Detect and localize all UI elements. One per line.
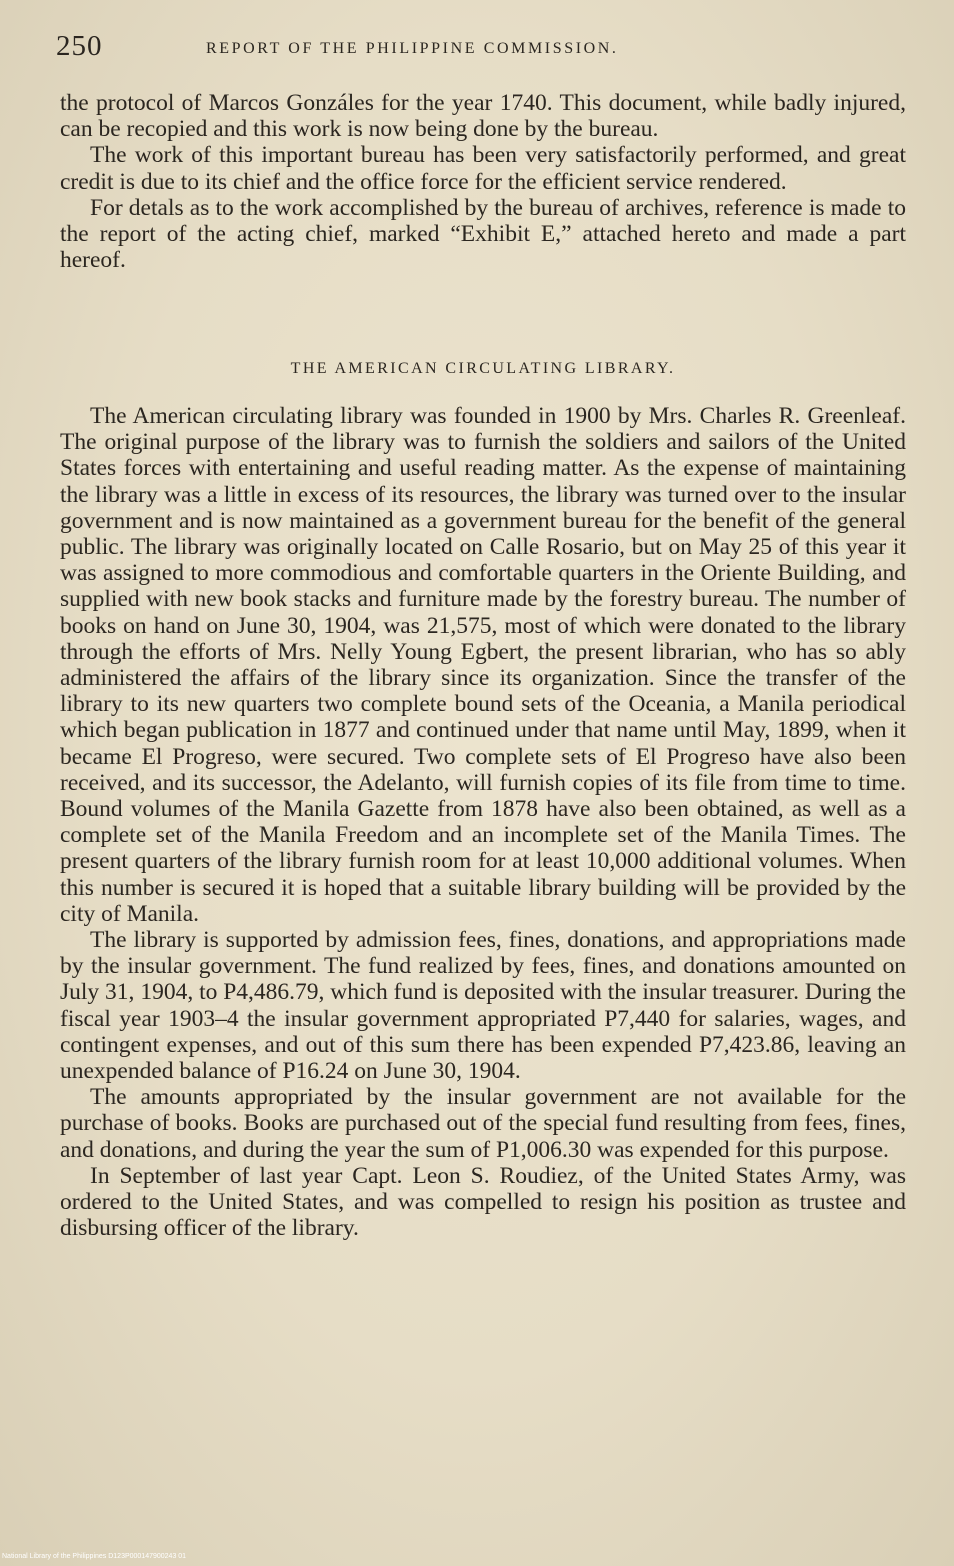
page-number: 250 bbox=[56, 30, 103, 62]
paragraph-library-history: The American circulating library was founded in 1900 by Mrs. Charles R. Greenleaf. The original purpose of the library was to furnish the soldiers and sailors of the United States forces with entertaining and useful reading matter. As the expense of maintaining the library was a little in excess of its resources, the library was turned over to the insular government and is now maintained as a government bureau for the benefit of the general public. The library was originally located on Calle Rosario, but on May 25 of this year it was assigned to more commodious and comfortable quarters in the Oriente Building, and supplied with new book stacks and furniture made by the forestry bureau. The number of books on hand on June 30, 1904, was 21,575, most of which were donated to the library through the efforts of Mrs. Nelly Young Egbert, the present librarian, who has so ably administered the affairs of the library since its organization. Since the transfer of the library to its new quarters two complete bound sets of the Oceania, a Manila periodical which began publication in 1877 and continued under that name until May, 1899, when it became El Progreso, were secured. Two complete sets of El Progreso have also been received, and its successor, the Adelanto, will furnish copies of its file from time to time. Bound volumes of the Manila Gazette from 1878 have also been obtained, as well as a complete set of the Manila Freedom and an incomplete set of the Manila Times. The present quarters of the library furnish room for at least 10,000 additional volumes. When this number is secured it is hoped that a suitable library building will be provided by the city of Manila. bbox=[60, 403, 906, 927]
paragraph-archives-continued: the protocol of Marcos Gonzáles for the year 1740. This document, while badly injured, can be recopied and this work is now being done by the bureau. bbox=[60, 90, 906, 143]
library-text-block bbox=[60, 403, 906, 1242]
paragraph-archives-praise: The work of this important bureau has been very satisfactorily performed, and great credit is due to its chief and the office force for the efficient service rendered. bbox=[60, 142, 906, 195]
page-header bbox=[56, 30, 906, 70]
top-text-block bbox=[60, 90, 906, 273]
section-heading: THE AMERICAN CIRCULATING LIBRARY. bbox=[290, 360, 676, 377]
paragraph-library-books: The amounts appropriated by the insular government are not available for the purchase of books. Books are purchased out of the special fund resulting from fees, fines, and donations, and during the year the sum of P1,006.30 was expended for this purpose. bbox=[60, 1084, 906, 1163]
paragraph-library-trustee: In September of last year Capt. Leon S. Roudiez, of the United States Army, was ordered to the United States, and was compelled to resign his position as trustee and disbursing officer of the library. bbox=[60, 1162, 906, 1242]
running-head: REPORT OF THE PHILIPPINE COMMISSION. bbox=[206, 40, 619, 57]
archive-stamp: National Library of the Philippines D123P000147900243 01 bbox=[2, 1553, 187, 1560]
paragraph-library-funding: The library is supported by admission fees, fines, donations, and appropriations made by the insular government. The fund realized by fees, fines, and donations amounted on July 31, 1904, to P4,486.79, which fund is deposited with the insular treasurer. During the fiscal year 1903–4 the insular government appropriated P7,440 for salaries, wages, and contingent expenses, and out of this sum there has been expended P7,423.86, leaving an unexpended balance of P16.24 on June 30, 1904. bbox=[60, 927, 906, 1085]
paragraph-archives-details: For detals as to the work accomplished by the bureau of archives, reference is made to the report of the acting chief, marked “Exhibit E,” attached hereto and made a part hereof. bbox=[60, 194, 906, 274]
